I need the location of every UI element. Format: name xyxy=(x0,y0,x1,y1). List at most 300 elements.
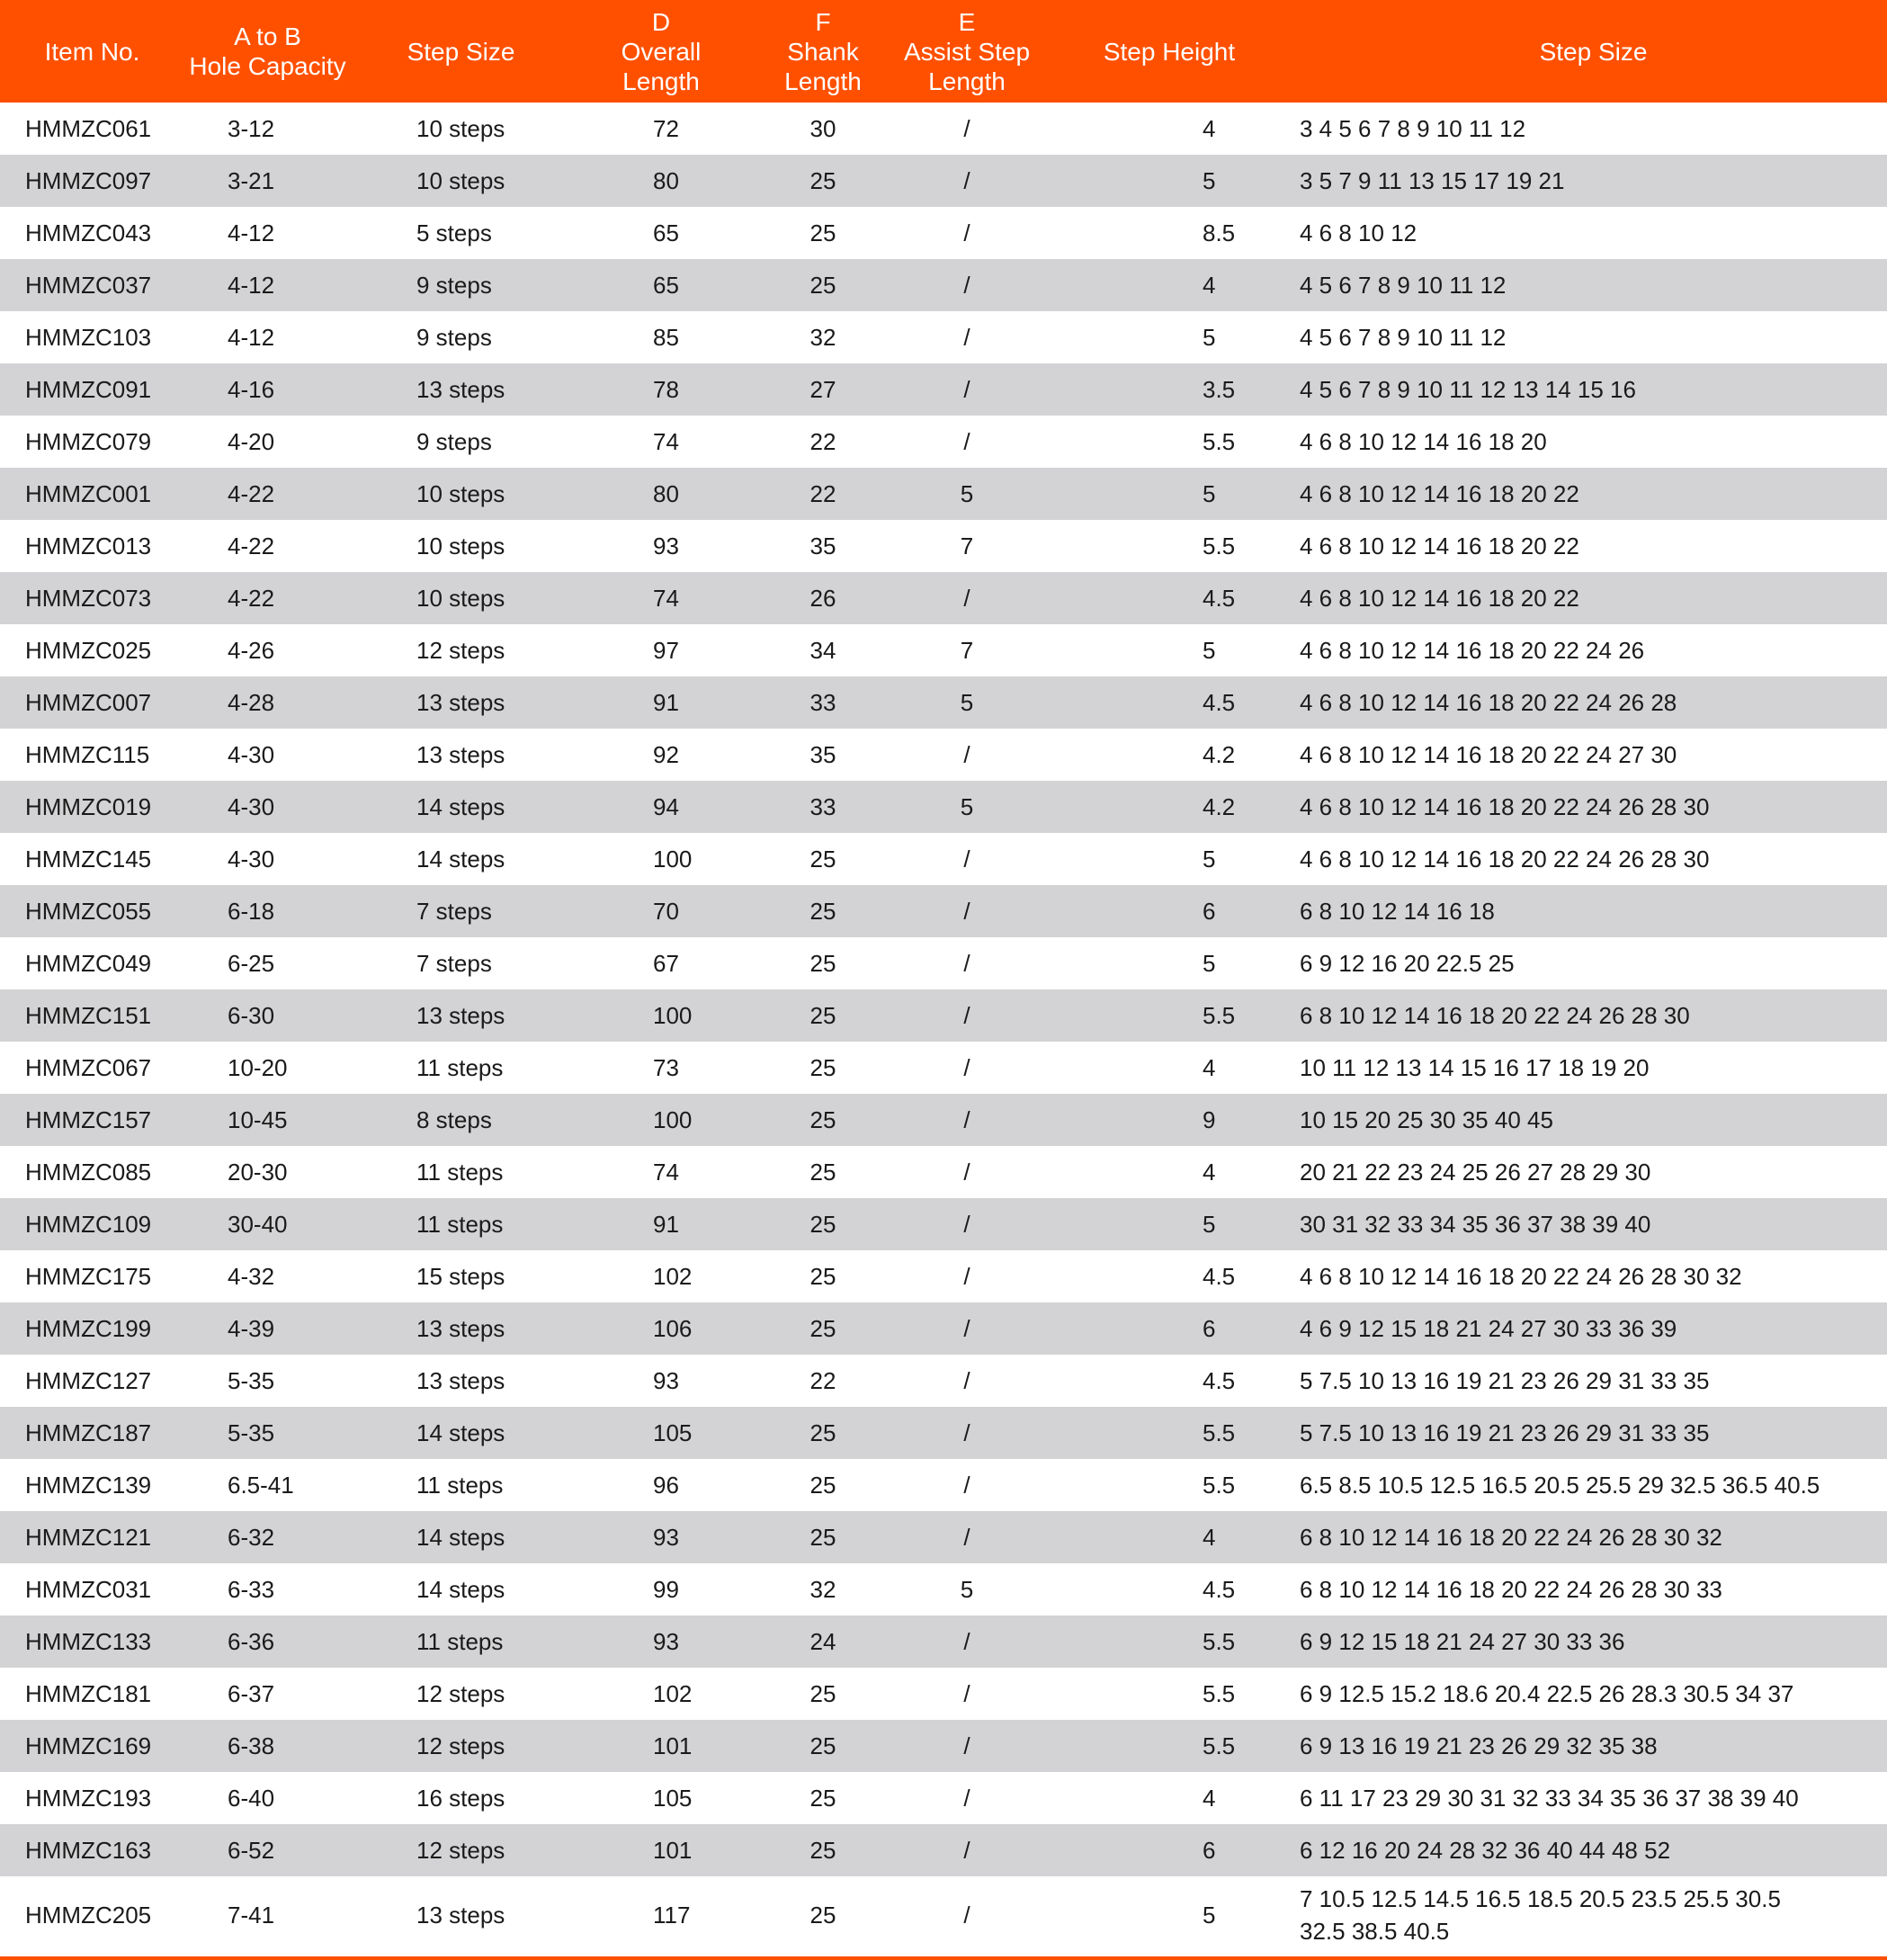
cell-shank-length: 32 xyxy=(809,323,836,351)
cell-step-height: 5 xyxy=(1203,636,1216,664)
cell-step-count: 13 steps xyxy=(416,688,505,716)
cell-step-count: 10 steps xyxy=(416,166,505,194)
cell-step-sizes: 6.5 8.5 10.5 12.5 16.5 20.5 25.5 29 32.5 36.5 40.5 xyxy=(1300,1472,1820,1499)
table-row xyxy=(0,259,1887,311)
cell-step-height: 3.5 xyxy=(1203,375,1236,403)
cell-step-sizes: 4 5 6 7 8 9 10 11 12 13 14 15 16 xyxy=(1300,376,1636,403)
cell-overall-length: 100 xyxy=(653,845,693,873)
cell-hole-capacity: 5-35 xyxy=(228,1419,275,1446)
cell-shank-length: 25 xyxy=(809,1679,836,1707)
cell-hole-capacity: 6-25 xyxy=(228,949,275,977)
cell-shank-length: 25 xyxy=(809,1001,836,1029)
cell-step-count: 14 steps xyxy=(416,1523,505,1551)
cell-overall-length: 65 xyxy=(653,219,679,246)
cell-overall-length: 102 xyxy=(653,1262,693,1290)
header-hole-capacity: A to B Hole Capacity xyxy=(189,22,346,80)
cell-step-count: 14 steps xyxy=(416,845,505,873)
cell-overall-length: 96 xyxy=(653,1471,679,1499)
cell-overall-length: 100 xyxy=(653,1001,693,1029)
cell-overall-length: 101 xyxy=(653,1732,693,1759)
cell-step-height: 5.5 xyxy=(1203,532,1236,559)
cell-hole-capacity: 4-22 xyxy=(228,584,275,612)
table-row xyxy=(0,729,1887,781)
cell-step-sizes: 6 9 13 16 19 21 23 26 29 32 35 38 xyxy=(1300,1732,1658,1759)
cell-overall-length: 85 xyxy=(653,323,679,351)
cell-step-height: 5.5 xyxy=(1203,1471,1236,1499)
table-row xyxy=(0,1355,1887,1407)
cell-step-height: 5 xyxy=(1203,845,1216,873)
cell-assist-step-length: / xyxy=(963,1901,970,1929)
cell-shank-length: 25 xyxy=(809,1419,836,1446)
cell-step-count: 14 steps xyxy=(416,1575,505,1603)
cell-hole-capacity: 30-40 xyxy=(228,1210,288,1238)
table-row xyxy=(0,520,1887,572)
header-shank-length: F Shank Length xyxy=(784,7,862,95)
step-sizes-line: 7 10.5 12.5 14.5 16.5 18.5 20.5 23.5 25.5 30.5 xyxy=(1300,1885,1781,1912)
table-header-row xyxy=(0,0,1887,103)
cell-step-height: 4.5 xyxy=(1203,584,1236,612)
table-row xyxy=(0,1876,1887,1954)
table-row xyxy=(0,833,1887,885)
cell-assist-step-length: / xyxy=(963,1001,970,1029)
cell-step-height: 4.2 xyxy=(1203,740,1236,768)
cell-item-no: HMMZC067 xyxy=(25,1053,152,1081)
cell-step-sizes: 10 15 20 25 30 35 40 45 xyxy=(1300,1106,1553,1133)
cell-step-height: 4 xyxy=(1203,1523,1216,1551)
cell-item-no: HMMZC187 xyxy=(25,1419,152,1446)
cell-step-count: 9 steps xyxy=(416,323,492,351)
cell-step-count: 11 steps xyxy=(416,1471,504,1499)
cell-shank-length: 25 xyxy=(809,845,836,873)
cell-shank-length: 35 xyxy=(809,740,836,768)
cell-step-height: 4.2 xyxy=(1203,792,1236,820)
cell-shank-length: 22 xyxy=(809,427,836,455)
cell-assist-step-length: / xyxy=(963,375,970,403)
cell-step-count: 12 steps xyxy=(416,1836,505,1864)
cell-assist-step-length: / xyxy=(963,1210,970,1238)
cell-hole-capacity: 4-12 xyxy=(228,323,275,351)
cell-step-count: 13 steps xyxy=(416,1001,505,1029)
cell-step-height: 4.5 xyxy=(1203,1575,1236,1603)
table-row xyxy=(0,363,1887,416)
cell-shank-length: 25 xyxy=(809,1105,836,1133)
header-step-height: Step Height xyxy=(1103,37,1236,66)
table-row xyxy=(0,1772,1887,1824)
cell-item-no: HMMZC199 xyxy=(25,1314,152,1342)
cell-hole-capacity: 4-16 xyxy=(228,375,275,403)
cell-shank-length: 22 xyxy=(809,479,836,507)
cell-assist-step-length: / xyxy=(963,1627,970,1655)
cell-hole-capacity: 6-30 xyxy=(228,1001,275,1029)
cell-item-no: HMMZC007 xyxy=(25,688,152,716)
cell-hole-capacity: 4-26 xyxy=(228,636,275,664)
cell-item-no: HMMZC157 xyxy=(25,1105,152,1133)
cell-step-sizes: 4 6 8 10 12 xyxy=(1300,219,1417,246)
cell-assist-step-length: / xyxy=(963,114,970,142)
table-row xyxy=(0,1042,1887,1094)
cell-step-sizes: 4 6 8 10 12 14 16 18 20 22 24 26 28 30 32 xyxy=(1300,1263,1742,1290)
cell-item-no: HMMZC073 xyxy=(25,584,152,612)
cell-step-height: 6 xyxy=(1203,1836,1216,1864)
table-row xyxy=(0,572,1887,624)
cell-item-no: HMMZC139 xyxy=(25,1471,152,1499)
cell-step-count: 10 steps xyxy=(416,584,505,612)
table-row xyxy=(0,1511,1887,1563)
cell-shank-length: 25 xyxy=(809,1053,836,1081)
cell-item-no: HMMZC103 xyxy=(25,323,152,351)
cell-hole-capacity: 6-18 xyxy=(228,897,275,925)
cell-step-sizes: 30 31 32 33 34 35 36 37 38 39 40 xyxy=(1300,1211,1651,1238)
cell-assist-step-length: 5 xyxy=(960,792,974,820)
cell-hole-capacity: 4-30 xyxy=(228,792,275,820)
cell-assist-step-length: / xyxy=(963,1419,970,1446)
cell-hole-capacity: 4-28 xyxy=(228,688,275,716)
cell-hole-capacity: 4-22 xyxy=(228,479,275,507)
cell-step-height: 5.5 xyxy=(1203,1001,1236,1029)
cell-overall-length: 105 xyxy=(653,1784,693,1812)
cell-overall-length: 105 xyxy=(653,1419,693,1446)
cell-hole-capacity: 7-41 xyxy=(228,1901,275,1929)
table-row xyxy=(0,1198,1887,1250)
cell-step-sizes: 4 6 8 10 12 14 16 18 20 22 24 26 xyxy=(1300,637,1645,664)
cell-step-height: 5 xyxy=(1203,1901,1216,1929)
cell-shank-length: 33 xyxy=(809,792,836,820)
cell-overall-length: 74 xyxy=(653,427,679,455)
table-row xyxy=(0,781,1887,833)
cell-step-height: 5.5 xyxy=(1203,1419,1236,1446)
cell-step-count: 11 steps xyxy=(416,1158,504,1186)
table-row xyxy=(0,468,1887,520)
table-row xyxy=(0,207,1887,259)
cell-step-sizes: 4 6 8 10 12 14 16 18 20 xyxy=(1300,428,1547,455)
cell-step-sizes: 5 7.5 10 13 16 19 21 23 26 29 31 33 35 xyxy=(1300,1419,1710,1446)
cell-step-sizes: 4 6 8 10 12 14 16 18 20 22 24 26 28 xyxy=(1300,689,1677,716)
cell-hole-capacity: 20-30 xyxy=(228,1158,288,1186)
header-item-no: Item No. xyxy=(44,37,140,66)
cell-shank-length: 25 xyxy=(809,949,836,977)
cell-step-sizes: 4 6 8 10 12 14 16 18 20 22 xyxy=(1300,533,1579,559)
table-row xyxy=(0,1824,1887,1876)
cell-overall-length: 91 xyxy=(653,688,679,716)
cell-item-no: HMMZC127 xyxy=(25,1366,152,1394)
cell-step-sizes: 20 21 22 23 24 25 26 27 28 29 30 xyxy=(1300,1159,1651,1186)
cell-shank-length: 35 xyxy=(809,532,836,559)
step-sizes-line: 32.5 38.5 40.5 xyxy=(1300,1918,1450,1945)
cell-step-sizes: 6 9 12 15 18 21 24 27 30 33 36 xyxy=(1300,1628,1625,1655)
cell-item-no: HMMZC163 xyxy=(25,1836,152,1864)
table-row xyxy=(0,1250,1887,1302)
cell-step-height: 5.5 xyxy=(1203,1627,1236,1655)
cell-hole-capacity: 4-39 xyxy=(228,1314,275,1342)
table-row xyxy=(0,989,1887,1042)
cell-assist-step-length: / xyxy=(963,897,970,925)
cell-step-sizes: 6 8 10 12 14 16 18 20 22 24 26 28 30 xyxy=(1300,1002,1690,1029)
cell-hole-capacity: 4-22 xyxy=(228,532,275,559)
table-row xyxy=(0,416,1887,468)
cell-overall-length: 73 xyxy=(653,1053,679,1081)
cell-step-count: 7 steps xyxy=(416,897,492,925)
cell-assist-step-length: / xyxy=(963,219,970,246)
cell-overall-length: 67 xyxy=(653,949,679,977)
cell-shank-length: 25 xyxy=(809,1471,836,1499)
cell-assist-step-length: / xyxy=(963,427,970,455)
cell-hole-capacity: 4-30 xyxy=(228,845,275,873)
cell-step-height: 8.5 xyxy=(1203,219,1236,246)
cell-step-height: 5.5 xyxy=(1203,427,1236,455)
cell-item-no: HMMZC061 xyxy=(25,114,152,142)
cell-assist-step-length: / xyxy=(963,1262,970,1290)
cell-item-no: HMMZC031 xyxy=(25,1575,152,1603)
cell-assist-step-length: 5 xyxy=(960,688,974,716)
table-row xyxy=(0,1563,1887,1615)
cell-assist-step-length: / xyxy=(963,740,970,768)
table-row xyxy=(0,937,1887,989)
cell-step-sizes xyxy=(1300,1876,1887,1954)
cell-shank-length: 25 xyxy=(809,897,836,925)
table-row xyxy=(0,1094,1887,1146)
cell-step-sizes: 6 8 10 12 14 16 18 xyxy=(1300,898,1495,925)
cell-assist-step-length: / xyxy=(963,1053,970,1081)
cell-step-count: 10 steps xyxy=(416,532,505,559)
table-row xyxy=(0,1407,1887,1459)
cell-assist-step-length: / xyxy=(963,1732,970,1759)
cell-overall-length: 72 xyxy=(653,114,679,142)
cell-step-count: 12 steps xyxy=(416,1732,505,1759)
table-row xyxy=(0,1720,1887,1772)
table-row xyxy=(0,624,1887,676)
table-row xyxy=(0,1302,1887,1355)
cell-hole-capacity: 10-45 xyxy=(228,1105,288,1133)
cell-step-count: 14 steps xyxy=(416,1419,505,1446)
cell-step-count: 11 steps xyxy=(416,1210,504,1238)
cell-hole-capacity: 4-30 xyxy=(228,740,275,768)
cell-hole-capacity: 6-40 xyxy=(228,1784,275,1812)
cell-assist-step-length: / xyxy=(963,1366,970,1394)
cell-step-sizes: 4 5 6 7 8 9 10 11 12 xyxy=(1300,272,1507,299)
cell-shank-length: 25 xyxy=(809,1210,836,1238)
cell-item-no: HMMZC193 xyxy=(25,1784,152,1812)
cell-step-height: 4.5 xyxy=(1203,1366,1236,1394)
cell-step-count: 15 steps xyxy=(416,1262,505,1290)
cell-step-count: 12 steps xyxy=(416,636,505,664)
cell-hole-capacity: 3-21 xyxy=(228,166,275,194)
cell-assist-step-length: / xyxy=(963,1836,970,1864)
cell-item-no: HMMZC091 xyxy=(25,375,152,403)
table-row xyxy=(0,885,1887,937)
cell-step-height: 5.5 xyxy=(1203,1679,1236,1707)
cell-shank-length: 22 xyxy=(809,1366,836,1394)
cell-hole-capacity: 4-12 xyxy=(228,219,275,246)
cell-overall-length: 74 xyxy=(653,584,679,612)
cell-overall-length: 102 xyxy=(653,1679,693,1707)
cell-shank-length: 32 xyxy=(809,1575,836,1603)
table-row xyxy=(0,103,1887,155)
cell-step-count: 13 steps xyxy=(416,375,505,403)
cell-item-no: HMMZC175 xyxy=(25,1262,152,1290)
cell-step-count: 9 steps xyxy=(416,271,492,299)
header-step-sizes: Step Size xyxy=(1539,37,1648,66)
cell-step-sizes: 4 6 8 10 12 14 16 18 20 22 24 26 28 30 xyxy=(1300,846,1710,873)
table-row xyxy=(0,155,1887,207)
cell-item-no: HMMZC097 xyxy=(25,166,152,194)
cell-hole-capacity: 6-52 xyxy=(228,1836,275,1864)
cell-step-count: 12 steps xyxy=(416,1679,505,1707)
cell-hole-capacity: 6-33 xyxy=(228,1575,275,1603)
cell-overall-length: 101 xyxy=(653,1836,693,1864)
cell-shank-length: 25 xyxy=(809,1784,836,1812)
cell-step-height: 4 xyxy=(1203,1784,1216,1812)
cell-shank-length: 25 xyxy=(809,1523,836,1551)
cell-step-height: 6 xyxy=(1203,897,1216,925)
cell-assist-step-length: / xyxy=(963,1784,970,1812)
cell-item-no: HMMZC151 xyxy=(25,1001,152,1029)
cell-step-count: 14 steps xyxy=(416,792,505,820)
cell-step-count: 7 steps xyxy=(416,949,492,977)
cell-step-count: 9 steps xyxy=(416,427,492,455)
cell-step-count: 8 steps xyxy=(416,1105,492,1133)
cell-step-sizes: 4 6 8 10 12 14 16 18 20 22 24 26 28 30 xyxy=(1300,793,1710,820)
cell-assist-step-length: / xyxy=(963,323,970,351)
cell-item-no: HMMZC133 xyxy=(25,1627,152,1655)
cell-shank-length: 25 xyxy=(809,219,836,246)
cell-item-no: HMMZC055 xyxy=(25,897,152,925)
cell-overall-length: 97 xyxy=(653,636,679,664)
cell-item-no: HMMZC205 xyxy=(25,1901,152,1929)
cell-step-sizes: 6 11 17 23 29 30 31 32 33 34 35 36 37 38 39 40 xyxy=(1300,1785,1799,1812)
cell-step-height: 6 xyxy=(1203,1314,1216,1342)
cell-overall-length: 80 xyxy=(653,166,679,194)
cell-step-height: 5.5 xyxy=(1203,1732,1236,1759)
cell-step-sizes: 4 6 9 12 15 18 21 24 27 30 33 36 39 xyxy=(1300,1315,1677,1342)
cell-item-no: HMMZC079 xyxy=(25,427,152,455)
cell-hole-capacity: 6-36 xyxy=(228,1627,275,1655)
cell-hole-capacity: 6-38 xyxy=(228,1732,275,1759)
cell-overall-length: 70 xyxy=(653,897,679,925)
cell-step-sizes: 4 6 8 10 12 14 16 18 20 22 xyxy=(1300,585,1579,612)
cell-step-sizes: 6 9 12 16 20 22.5 25 xyxy=(1300,950,1515,977)
cell-step-count: 11 steps xyxy=(416,1053,504,1081)
cell-overall-length: 117 xyxy=(653,1901,691,1929)
cell-step-height: 5 xyxy=(1203,1210,1216,1238)
cell-item-no: HMMZC121 xyxy=(25,1523,152,1551)
cell-assist-step-length: / xyxy=(963,1158,970,1186)
cell-shank-length: 25 xyxy=(809,1732,836,1759)
cell-hole-capacity: 4-12 xyxy=(228,271,275,299)
cell-assist-step-length: / xyxy=(963,949,970,977)
cell-hole-capacity: 3-12 xyxy=(228,114,275,142)
cell-assist-step-length: / xyxy=(963,1471,970,1499)
cell-hole-capacity: 6-37 xyxy=(228,1679,275,1707)
cell-step-height: 4 xyxy=(1203,1053,1216,1081)
cell-step-count: 13 steps xyxy=(416,740,505,768)
cell-shank-length: 24 xyxy=(809,1627,836,1655)
table-row xyxy=(0,1459,1887,1511)
cell-step-height: 5 xyxy=(1203,323,1216,351)
cell-item-no: HMMZC085 xyxy=(25,1158,152,1186)
cell-step-sizes: 3 5 7 9 11 13 15 17 19 21 xyxy=(1300,167,1565,194)
cell-step-count: 16 steps xyxy=(416,1784,505,1812)
cell-item-no: HMMZC115 xyxy=(25,740,150,768)
cell-step-sizes: 4 6 8 10 12 14 16 18 20 22 xyxy=(1300,480,1579,507)
cell-hole-capacity: 4-20 xyxy=(228,427,275,455)
cell-item-no: HMMZC181 xyxy=(25,1679,152,1707)
cell-hole-capacity: 4-32 xyxy=(228,1262,275,1290)
cell-overall-length: 93 xyxy=(653,532,679,559)
cell-step-count: 13 steps xyxy=(416,1314,505,1342)
cell-item-no: HMMZC145 xyxy=(25,845,152,873)
cell-step-sizes: 10 11 12 13 14 15 16 17 18 19 20 xyxy=(1300,1054,1650,1081)
cell-overall-length: 106 xyxy=(653,1314,693,1342)
cell-item-no: HMMZC001 xyxy=(25,479,152,507)
cell-assist-step-length: 5 xyxy=(960,1575,974,1603)
cell-item-no: HMMZC049 xyxy=(25,949,152,977)
cell-shank-length: 25 xyxy=(809,1836,836,1864)
cell-step-height: 5 xyxy=(1203,949,1216,977)
cell-item-no: HMMZC109 xyxy=(25,1210,152,1238)
cell-overall-length: 100 xyxy=(653,1105,693,1133)
cell-item-no: HMMZC013 xyxy=(25,532,152,559)
cell-assist-step-length: / xyxy=(963,845,970,873)
cell-assist-step-length: / xyxy=(963,166,970,194)
cell-step-height: 4 xyxy=(1203,1158,1216,1186)
cell-step-height: 5 xyxy=(1203,479,1216,507)
cell-assist-step-length: / xyxy=(963,1679,970,1707)
table-row xyxy=(0,1615,1887,1668)
cell-assist-step-length: / xyxy=(963,1314,970,1342)
header-overall-length: D Overall Length xyxy=(621,7,702,95)
cell-step-height: 4 xyxy=(1203,271,1216,299)
cell-assist-step-length: 5 xyxy=(960,479,974,507)
cell-item-no: HMMZC169 xyxy=(25,1732,152,1759)
cell-step-height: 4.5 xyxy=(1203,688,1236,716)
cell-overall-length: 93 xyxy=(653,1627,679,1655)
cell-step-sizes: 4 6 8 10 12 14 16 18 20 22 24 27 30 xyxy=(1300,741,1677,768)
cell-step-sizes: 6 9 12.5 15.2 18.6 20.4 22.5 26 28.3 30.5 34 37 xyxy=(1300,1680,1794,1707)
table-row xyxy=(0,1668,1887,1720)
cell-hole-capacity: 5-35 xyxy=(228,1366,275,1394)
cell-step-sizes: 3 4 5 6 7 8 9 10 11 12 xyxy=(1300,115,1526,142)
cell-assist-step-length: / xyxy=(963,271,970,299)
cell-step-height: 4 xyxy=(1203,114,1216,142)
cell-shank-length: 33 xyxy=(809,688,836,716)
cell-step-height: 4.5 xyxy=(1203,1262,1236,1290)
cell-hole-capacity: 10-20 xyxy=(228,1053,288,1081)
cell-shank-length: 30 xyxy=(809,114,836,142)
cell-assist-step-length: 7 xyxy=(960,636,974,664)
cell-shank-length: 25 xyxy=(809,1262,836,1290)
table-row xyxy=(0,676,1887,729)
cell-assist-step-length: / xyxy=(963,584,970,612)
cell-step-height: 5 xyxy=(1203,166,1216,194)
cell-shank-length: 25 xyxy=(809,166,836,194)
cell-step-count: 13 steps xyxy=(416,1901,505,1929)
cell-step-sizes: 6 8 10 12 14 16 18 20 22 24 26 28 30 32 xyxy=(1300,1524,1722,1551)
cell-item-no: HMMZC043 xyxy=(25,219,152,246)
cell-step-sizes: 6 8 10 12 14 16 18 20 22 24 26 28 30 33 xyxy=(1300,1576,1722,1603)
cell-assist-step-length: / xyxy=(963,1105,970,1133)
cell-item-no: HMMZC025 xyxy=(25,636,152,664)
header-step-count: Step Size xyxy=(407,37,515,66)
header-assist-step-length: E Assist Step Length xyxy=(903,7,1031,95)
cell-overall-length: 99 xyxy=(653,1575,679,1603)
cell-shank-length: 25 xyxy=(809,271,836,299)
cell-hole-capacity: 6.5-41 xyxy=(228,1471,294,1499)
cell-overall-length: 94 xyxy=(653,792,679,820)
bottom-rule xyxy=(0,1956,1887,1960)
cell-step-sizes: 5 7.5 10 13 16 19 21 23 26 29 31 33 35 xyxy=(1300,1367,1710,1394)
cell-shank-length: 25 xyxy=(809,1314,836,1342)
cell-shank-length: 27 xyxy=(809,375,836,403)
